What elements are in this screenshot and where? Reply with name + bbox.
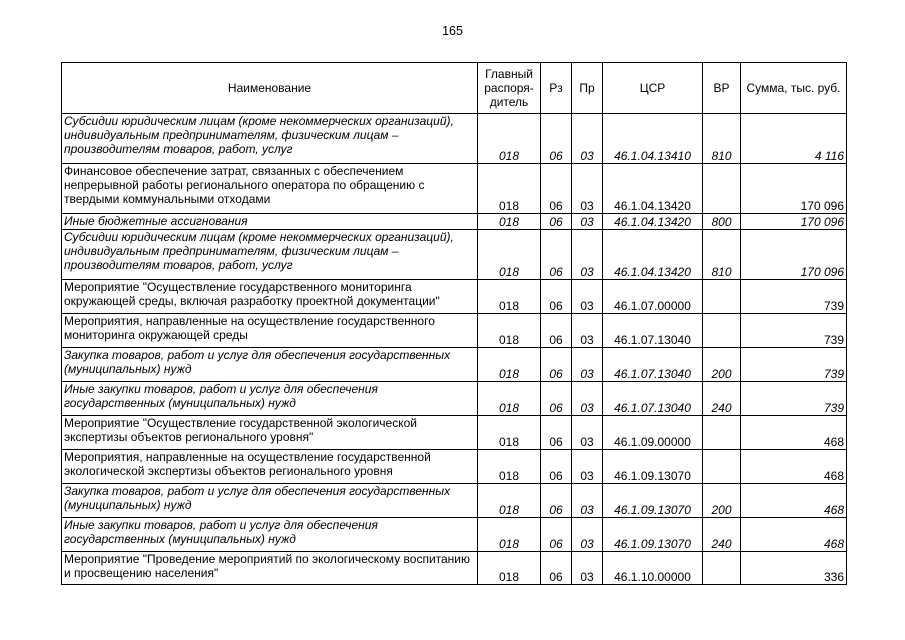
- cell-rz: 06: [541, 484, 572, 518]
- cell-admin: 018: [478, 164, 541, 214]
- cell-sum: 468: [741, 484, 847, 518]
- cell-vr: [703, 164, 741, 214]
- cell-csr: 46.1.09.13070: [603, 450, 703, 484]
- cell-sum: 170 096: [741, 164, 847, 214]
- table-row: [62, 280, 847, 314]
- cell-sum: 739: [741, 280, 847, 314]
- cell-csr: 46.1.04.13420: [603, 164, 703, 214]
- cell-admin: 018: [478, 552, 541, 585]
- cell-pr: 03: [572, 314, 603, 348]
- cell-vr: 810: [703, 114, 741, 164]
- cell-vr: [703, 314, 741, 348]
- cell-pr: 03: [572, 450, 603, 484]
- table-row: [62, 382, 847, 416]
- cell-vr: 810: [703, 230, 741, 280]
- header-vr: ВР: [703, 63, 741, 114]
- cell-rz: 06: [541, 382, 572, 416]
- cell-name: Закупка товаров, работ и услуг для обеспечения государственных (муниципальных) нужд: [62, 348, 478, 382]
- cell-vr: 800: [703, 214, 741, 230]
- table-row: [62, 450, 847, 484]
- cell-vr: 240: [703, 382, 741, 416]
- cell-name: Мероприятие "Осуществление государственного мониторинга окружающей среды, включая разработку проектной документации": [62, 280, 478, 314]
- cell-name: Субсидии юридическим лицам (кроме некоммерческих организаций), индивидуальным предпринимателям, физическим лицам – производителям товаров, работ, услуг: [62, 230, 478, 280]
- cell-pr: 03: [572, 230, 603, 280]
- cell-csr: 46.1.09.13070: [603, 484, 703, 518]
- cell-rz: 06: [541, 280, 572, 314]
- table-row: [62, 348, 847, 382]
- table-row: [62, 518, 847, 552]
- cell-admin: 018: [478, 214, 541, 230]
- table-row: [62, 164, 847, 214]
- header-row: [62, 63, 847, 114]
- cell-csr: 46.1.09.00000: [603, 416, 703, 450]
- cell-pr: 03: [572, 214, 603, 230]
- cell-pr: 03: [572, 382, 603, 416]
- cell-name: Иные закупки товаров, работ и услуг для обеспечения государственных (муниципальных) нужд: [62, 382, 478, 416]
- cell-name: Финансовое обеспечение затрат, связанных с обеспечением непрерывной работы регионального оператора по обращению с твердыми коммунальными отходами: [62, 164, 478, 214]
- cell-csr: 46.1.04.13420: [603, 230, 703, 280]
- header-admin: Главный распоря-дитель: [478, 63, 541, 114]
- cell-rz: 06: [541, 164, 572, 214]
- cell-sum: 4 116: [741, 114, 847, 164]
- cell-rz: 06: [541, 214, 572, 230]
- cell-sum: 336: [741, 552, 847, 585]
- cell-vr: [703, 552, 741, 585]
- header-name: Наименование: [62, 63, 478, 114]
- cell-name: Закупка товаров, работ и услуг для обеспечения государственных (муниципальных) нужд: [62, 484, 478, 518]
- cell-csr: 46.1.04.13410: [603, 114, 703, 164]
- cell-pr: 03: [572, 280, 603, 314]
- header-sum: Сумма, тыс. руб.: [741, 63, 847, 114]
- header-csr: ЦСР: [603, 63, 703, 114]
- cell-vr: 200: [703, 348, 741, 382]
- cell-rz: 06: [541, 114, 572, 164]
- cell-csr: 46.1.07.13040: [603, 348, 703, 382]
- page-number: 165: [442, 24, 463, 38]
- cell-pr: 03: [572, 552, 603, 585]
- cell-admin: 018: [478, 518, 541, 552]
- budget-table: [61, 62, 847, 585]
- cell-pr: 03: [572, 416, 603, 450]
- cell-vr: 240: [703, 518, 741, 552]
- cell-admin: 018: [478, 230, 541, 280]
- cell-csr: 46.1.04.13420: [603, 214, 703, 230]
- cell-rz: 06: [541, 314, 572, 348]
- cell-rz: 06: [541, 450, 572, 484]
- table-row: [62, 230, 847, 280]
- cell-admin: 018: [478, 280, 541, 314]
- cell-sum: 468: [741, 416, 847, 450]
- cell-vr: 200: [703, 484, 741, 518]
- cell-admin: 018: [478, 450, 541, 484]
- cell-sum: 739: [741, 382, 847, 416]
- cell-pr: 03: [572, 518, 603, 552]
- cell-pr: 03: [572, 164, 603, 214]
- cell-admin: 018: [478, 348, 541, 382]
- cell-csr: 46.1.09.13070: [603, 518, 703, 552]
- cell-pr: 03: [572, 114, 603, 164]
- cell-pr: 03: [572, 484, 603, 518]
- table-row: [62, 114, 847, 164]
- cell-admin: 018: [478, 114, 541, 164]
- cell-rz: 06: [541, 348, 572, 382]
- cell-name: Иные бюджетные ассигнования: [62, 214, 478, 230]
- cell-sum: 468: [741, 450, 847, 484]
- cell-sum: 739: [741, 314, 847, 348]
- cell-rz: 06: [541, 230, 572, 280]
- cell-vr: [703, 280, 741, 314]
- cell-admin: 018: [478, 416, 541, 450]
- cell-name: Иные закупки товаров, работ и услуг для обеспечения государственных (муниципальных) нужд: [62, 518, 478, 552]
- cell-pr: 03: [572, 348, 603, 382]
- cell-sum: 170 096: [741, 230, 847, 280]
- table-row: [62, 484, 847, 518]
- table-row: [62, 552, 847, 585]
- cell-sum: 468: [741, 518, 847, 552]
- cell-sum: 170 096: [741, 214, 847, 230]
- cell-sum: 739: [741, 348, 847, 382]
- cell-admin: 018: [478, 484, 541, 518]
- table-row: [62, 416, 847, 450]
- cell-name: Мероприятия, направленные на осуществление государственного мониторинга окружающей среды: [62, 314, 478, 348]
- cell-csr: 46.1.10.00000: [603, 552, 703, 585]
- cell-name: Мероприятие "Осуществление государственной экологической экспертизы объектов регионального уровня": [62, 416, 478, 450]
- table-row: [62, 314, 847, 348]
- cell-rz: 06: [541, 552, 572, 585]
- cell-rz: 06: [541, 518, 572, 552]
- header-rz: Рз: [541, 63, 572, 114]
- cell-name: Субсидии юридическим лицам (кроме некоммерческих организаций), индивидуальным предпринимателям, физическим лицам – производителям товаров, работ, услуг: [62, 114, 478, 164]
- cell-csr: 46.1.07.13040: [603, 314, 703, 348]
- cell-csr: 46.1.07.00000: [603, 280, 703, 314]
- cell-vr: [703, 416, 741, 450]
- cell-name: Мероприятия, направленные на осуществление государственной экологической экспертизы объектов регионального уровня: [62, 450, 478, 484]
- cell-admin: 018: [478, 382, 541, 416]
- header-pr: Пр: [572, 63, 603, 114]
- cell-admin: 018: [478, 314, 541, 348]
- cell-rz: 06: [541, 416, 572, 450]
- table-row: [62, 214, 847, 230]
- cell-name: Мероприятие "Проведение мероприятий по экологическому воспитанию и просвещению населения": [62, 552, 478, 585]
- cell-vr: [703, 450, 741, 484]
- cell-csr: 46.1.07.13040: [603, 382, 703, 416]
